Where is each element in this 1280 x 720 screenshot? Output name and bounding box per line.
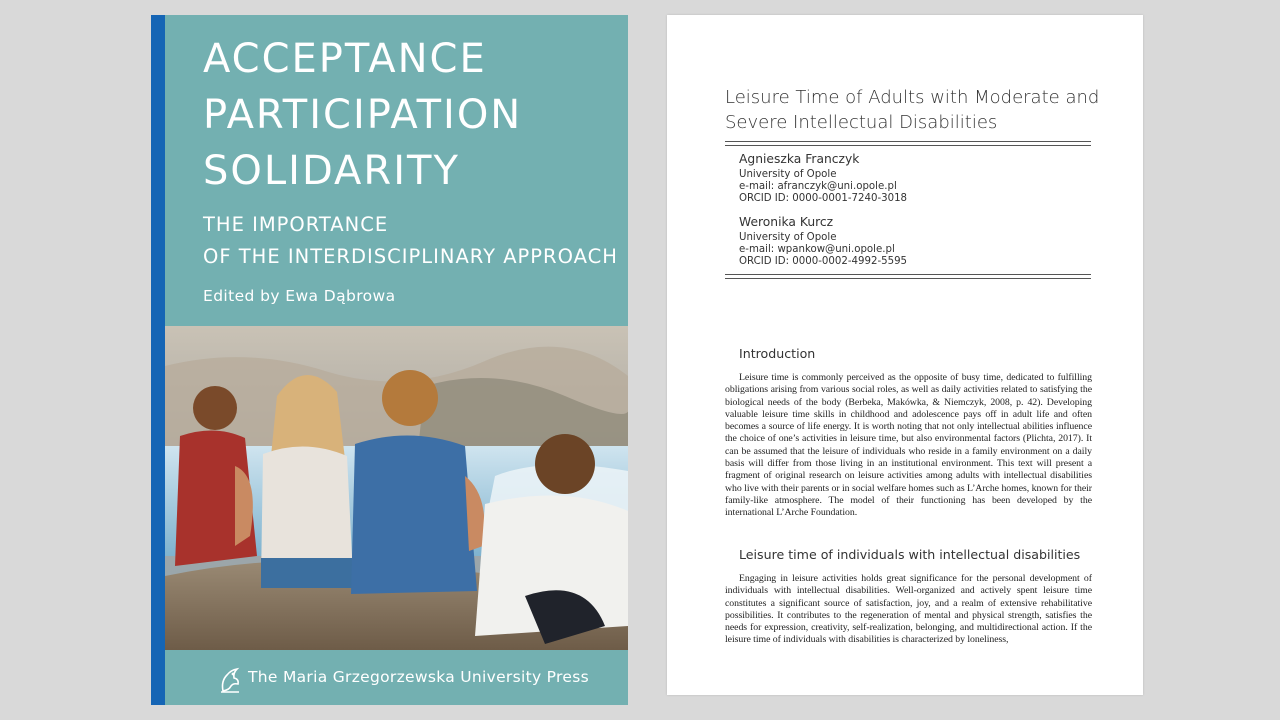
section-heading-introduction: Introduction: [739, 346, 816, 361]
cover-editor: Edited by Ewa Dąbrowa: [203, 287, 396, 305]
author-name: Agnieszka Franczyk: [739, 152, 860, 166]
author-name: Weronika Kurcz: [739, 215, 834, 229]
section-paragraph-leisure: Engaging in leisure activities holds great significance for the personal development of individuals with intellectual disabilities. Well-organized and actively spent leisure time constitutes a significant source of satisfaction, joy, and a realm of extensive rehabilitative possibilities. It contributes to the regeneration of mental and physical strength, satisfies the needs for expression, creativity, self-realization, belonging, and multidirectional action. If the leisure time of individuals with disabilities is characterized by loneliness,: [725, 573, 1092, 646]
author-block-1: [739, 151, 1079, 205]
author-affiliation: University of Opole: [739, 169, 837, 180]
article-title: Leisure Time of Adults with Moderate and Severe Intellectual Disabilities: [725, 87, 1100, 133]
cover-title-line-1: ACCEPTANCE: [203, 36, 487, 82]
publisher-logo-icon: [219, 667, 241, 693]
author-affiliation: University of Opole: [739, 232, 837, 243]
cover-title-line-3: SOLIDARITY: [203, 148, 460, 194]
author-block-2: [739, 214, 1079, 268]
author-email: e-mail: wpankow@uni.opole.pl: [739, 244, 895, 255]
author-orcid: ORCID ID: 0000-0002-4992-5595: [739, 256, 908, 267]
cover-side-stripe: [151, 15, 165, 705]
book-cover: [151, 15, 628, 705]
author-email: e-mail: afranczyk@uni.opole.pl: [739, 181, 897, 192]
authors-rule: [725, 274, 1091, 279]
author-orcid: ORCID ID: 0000-0001-7240-3018: [739, 193, 908, 204]
cover-title-line-2: PARTICIPATION: [203, 92, 523, 138]
section-heading-leisure: Leisure time of individuals with intellectual disabilities: [739, 547, 1081, 562]
title-rule: [725, 141, 1091, 146]
cover-footer: [165, 650, 628, 705]
article-page: [667, 15, 1143, 695]
children-by-sea-illustration: [165, 326, 628, 650]
cover-photo: [165, 326, 628, 650]
cover-subtitle-line-1: THE IMPORTANCE: [203, 213, 389, 236]
publisher-name: The Maria Grzegorzewska University Press: [248, 668, 589, 686]
cover-subtitle-line-2: OF THE INTERDISCIPLINARY APPROACH: [203, 245, 618, 268]
section-paragraph-introduction: Leisure time is commonly perceived as the opposite of busy time, dedicated to fulfilling obligations arising from various social roles, as well as daily activities related to satisfying the biological needs of the body (Berbeka, Makówka, & Niemczyk, 2008, p. 42). Developing valuable leisure time skills in childhood and adolescence pays off in adult life and often becomes a source of life energy. It is worth noting that not only intellectual abilities influence the choice of one’s activities in leisure time, but also environmental factors (Plichta, 2017). It can be assumed that the leisure of individuals who reside in a family environment on a daily basis will differ from those living in an institutional environment. This text will present a fragment of original research on leisure activities among adults with intellectual disabilities who live with their parents or in social welfare homes such as L’Arche homes, known for their family-like atmosphere. The model of their functioning has been developed by the international L’Arche Foundation.: [725, 372, 1092, 519]
